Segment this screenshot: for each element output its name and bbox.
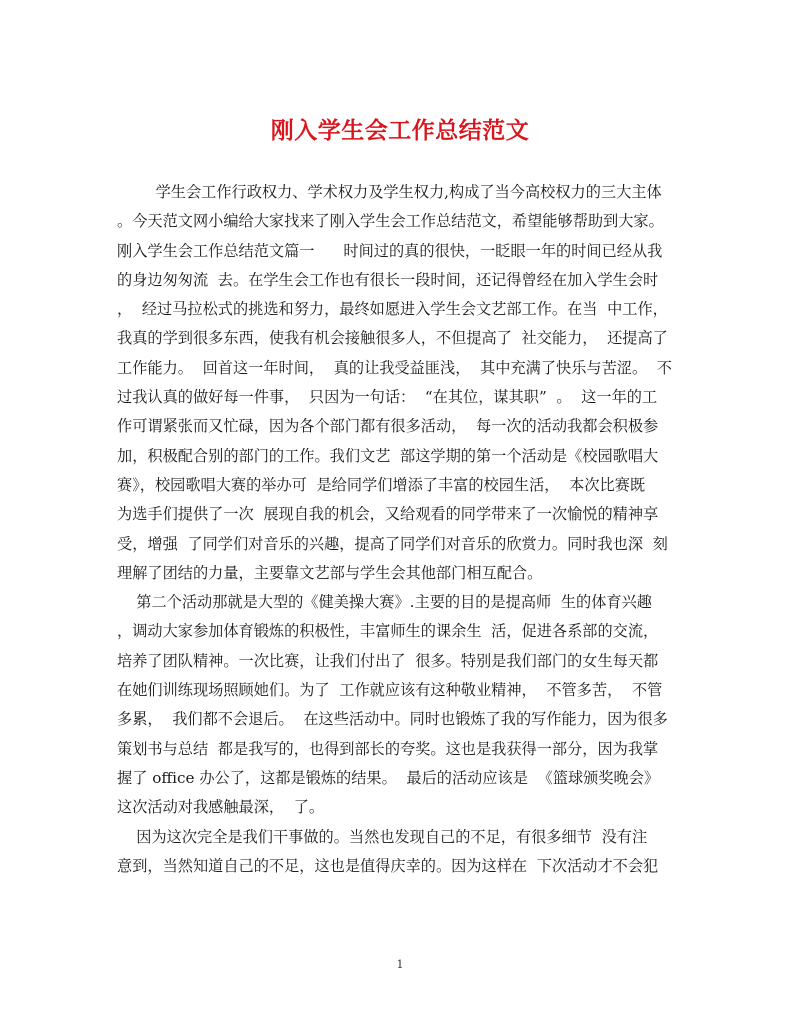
body-line: 培养了团队精神。一次比赛，让我们付出了 很多。特别是我们部门的女生每天都 bbox=[117, 651, 659, 670]
body-line: 赛》，校园歌唱大赛的举办可 是给同学们增添了丰富的校园生活， 本次比赛既 bbox=[117, 475, 646, 494]
body-line: 。今天范文网小编给大家找来了刚入学生会工作总结范文，希望能够帮助到大家。 bbox=[117, 212, 664, 231]
body-line: ， 经过马拉松式的挑选和努力，最终如愿进入学生会文艺部工作。在当 中工作， bbox=[117, 300, 668, 319]
body-line: 意到，当然知道自己的不足，这也是值得庆幸的。因为这样在 下次活动才不会犯 bbox=[117, 856, 659, 875]
body-line: 因为这次完全是我们干事做的。当然也发现自己的不足，有很多细节 没有注 bbox=[117, 827, 648, 846]
body-line: 受，增强 了同学们对音乐的兴趣，提高了同学们对音乐的欣赏力。同时我也深 刻 bbox=[117, 534, 668, 553]
body-line: 第二个活动那就是大型的《健美操大赛》.主要的目的是提高师 生的体育兴趣 bbox=[117, 593, 652, 612]
document-body bbox=[117, 178, 687, 881]
body-line: 理解了团结的力量，主要靠文艺部与学生会其他部门相互配合。 bbox=[117, 563, 543, 582]
body-line: 作可谓紧张而又忙碌，因为各个部门都有很多活动， 每一次的活动我都会积极参 bbox=[117, 417, 659, 436]
body-line: 我真的学到很多东西，使我有机会接触很多人，不但提高了 社交能力， 还提高了 bbox=[117, 329, 668, 348]
body-line: 加，积极配合别的部门的工作。我们文艺 部这学期的第一个活动是《校园歌唱大 bbox=[117, 446, 659, 465]
body-line: 工作能力。 回首这一年时间， 真的让我受益匪浅， 其中充满了快乐与苦涩。 不 bbox=[117, 358, 672, 377]
body-line: 策划书与总结 都是我写的，也得到部长的夸奖。这也是我获得一部分，因为我掌 bbox=[117, 739, 659, 758]
body-line: 为选手们提供了一次 展现自我的机会，又给观看的同学带来了一次愉悦的精神享 bbox=[117, 505, 659, 524]
body-line: 多累， 我们都不会退后。 在这些活动中。同时也锻炼了我的写作能力，因为很多 bbox=[117, 710, 668, 729]
body-line: 的身边匆匆流 去。在学生会工作也有很长一段时间，还记得曾经在加入学生会时 bbox=[117, 270, 659, 289]
body-line: 这次活动对我感触最深， 了。 bbox=[117, 798, 325, 817]
body-line: 在她们训练现场照顾她们。为了 工作就应该有这种敬业精神， 不管多苦， 不管 bbox=[117, 681, 663, 700]
document-title: 刚入学生会工作总结范文 bbox=[270, 118, 530, 144]
page-number: 1 bbox=[396, 958, 404, 971]
body-line: 过我认真的做好每一件事， 只因为一句话： “在其位，谋其职” 。 这一年的工 bbox=[117, 388, 658, 407]
body-line: 学生会工作行政权力、学术权力及学生权力,构成了当今高校权力的三大主体 bbox=[117, 183, 662, 201]
body-line: 刚入学生会工作总结范文篇一 时间过的真的很快，一眨眼一年的时间已经从我 bbox=[117, 241, 663, 260]
body-line: 握了 office 办公了，这都是锻炼的结果。 最后的活动应该是 《篮球颁奖晚会》 bbox=[117, 768, 660, 787]
body-line: ，调动大家参加体育锻炼的积极性，丰富师生的课余生 活，促进各系部的交流， bbox=[117, 622, 659, 641]
